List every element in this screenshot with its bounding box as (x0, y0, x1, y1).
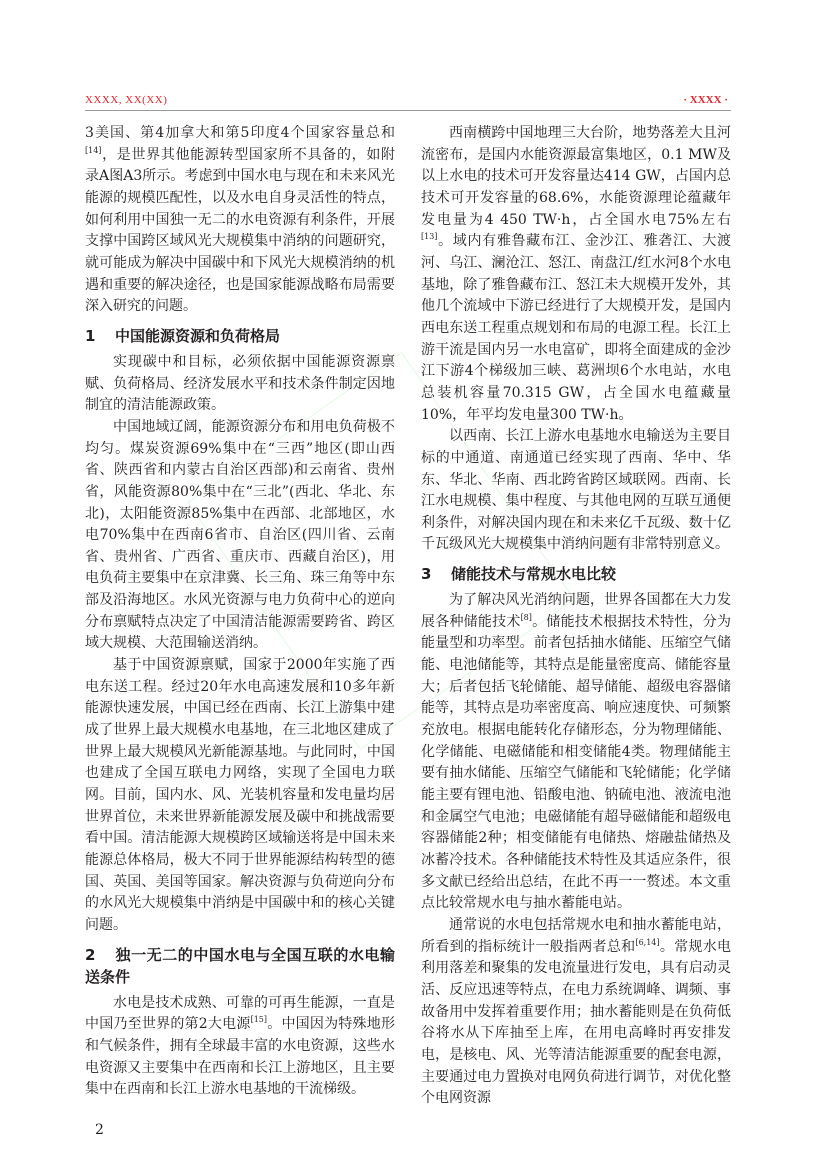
paragraph-text: 3美国、第4加拿大和第5印度4个国家容量总和 (85, 125, 395, 141)
citation[interactable]: [6,14] (635, 937, 660, 947)
paragraph: 实现碳中和目标，必须依据中国能源资源禀赋、负荷格局、经济发展水平和技术条件制定因地制宜的清洁能源政策。 (85, 353, 395, 414)
section-title: 储能技术与常规水电比较 (451, 565, 617, 584)
paragraph-text: 通常说的水电包括常规水电和抽水蓄能电站，所看到的指标统计一般指两者总和 (421, 916, 731, 955)
citation[interactable]: [13] (421, 232, 438, 242)
left-column (85, 123, 395, 1110)
paragraph: 基于中国资源禀赋，国家于2000年实施了西电东送工程。经过20年水电高速发展和10多年新能源快速发展，中国已经在西南、长江上游集中建成了世界上最大规模水电基地，在三北地区建成了世界上最大规模风光新能源基地。与此同时，中国也建成了全国互联电力网络，实现了全国电力联网。目前，国内水、风、光装机容量和发电量均居世界首位，未来世界新能源发展及碳中和挑战需要看中国。清洁能源大规模跨区域输送将是中国未来能源总体格局，极大不同于世界能源结构转型的德国、英国、美国等国家。解决资源与负荷逆向分布的水风光大规模集中消纳是中国碳中和的核心关键问题。 (85, 657, 395, 933)
citation[interactable]: [15] (250, 1015, 267, 1025)
section-number: 2 (85, 945, 96, 964)
paragraph (85, 993, 395, 1101)
citation[interactable]: [8] (520, 612, 532, 622)
section-number: 1 (85, 326, 96, 345)
running-header (85, 94, 731, 111)
right-column (421, 123, 731, 1110)
section-title: 中国能源资源和负荷格局 (115, 326, 281, 345)
paragraph-text: 西南横跨中国地理三大台阶，地势落差大且河流密布，是国内水能资源最富集地区，0.1 MW及以上水电的技术可开发容量达414 GW，占国内总技术可开发容量的68.6%，水能资源理论蕴藏年发电量为4 450 TW·h，占全国水电75%左右 (421, 125, 731, 228)
section-heading-1 (85, 325, 395, 347)
paragraph (421, 123, 731, 426)
paragraph (421, 915, 731, 1110)
paragraph-text: 。中国因为特殊地形和气候条件，拥有全球最丰富的水电资源，这些水电资源又主要集中在西南和长江上游地区，且主要集中在西南和长江上游水电基地的干流梯级。 (85, 1016, 395, 1098)
paragraph-text: 。常规水电利用落差和聚集的发电流量进行发电，具有启动灵活、反应迅速等特点，在电力系统调峰、调频、事故备用中发挥着重要作用；抽水蓄能则是在负荷低谷将水从下库抽至上库，在用电高峰时再安排发电，是核电、风、光等清洁能源重要的配套电源，主要通过电力置换对电网负荷进行调节，对优化整个电网资源 (421, 938, 731, 1107)
section-heading-3 (421, 563, 731, 585)
paragraph (85, 123, 395, 318)
journal-header: XXXX, XX(XX) (85, 94, 168, 106)
paragraph-text: 为了解决风光消纳问题，世界各国都在大力发展各种储能技术 (421, 592, 731, 630)
section-header: · XXXX · (683, 94, 728, 106)
paragraph: 以西南、长江上游水电基地水电输送为主要目标的中通道、南通道已经实现了西南、华中、华东、华北、华南、西北跨省跨区域联网。西南、长江水电规模、集中程度、与其他电网的互联互通便利条件，对解决国内现在和未来亿千瓦级、数十亿千瓦级风光大规模集中消纳问题有非常特别意义。 (421, 428, 731, 553)
paragraph-text: 水电是技术成熟、可靠的可再生能源，一直是中国乃至世界的第2大电源 (85, 994, 395, 1033)
section-heading-2 (85, 944, 395, 988)
citation[interactable]: [14] (85, 145, 102, 155)
paragraph (421, 590, 731, 915)
section-title: 独一无二的中国水电与全国互联的水电输送条件 (85, 945, 395, 986)
paragraph: 中国地域辽阔，能源资源分布和用电负荷极不均匀。煤炭资源69%集中在“三西”地区(即山西省、陕西省和内蒙古自治区西部)和云南省、贵州省，风能资源80%集中在“三北”(西北、华北、东北)，太阳能资源85%集中在西部、北部地区，水电70%集中在西南6省市、自治区(四川省、云南省、贵州省、广西省、重庆市、西藏自治区)，用电负荷主要集中在京津冀、长三角、珠三角等中东部及沿海地区。水风光资源与电力负荷中心的逆向分布禀赋特点决定了中国清洁能源需要跨省、跨区域大规模、大范围输送消纳。 (85, 418, 395, 652)
section-number: 3 (421, 565, 432, 584)
paragraph-text: ，是世界其他能源转型国家所不具备的，如附录A图A3所示。考虑到中国水电与现在和未来风光能源的规模匹配性，以及水电自身灵活性的特点，如何利用中国独一无二的水电资源有利条件，开展支撑中国跨区域风光大规模集中消纳的问题研究，就可能成为解决中国碳中和下风光大规模消纳的机遇和重要的解决途径，也是国家能源战略布局需要深入研究的问题。 (85, 146, 395, 315)
paragraph-text: 。域内有雅鲁藏布江、金沙江、雅砻江、大渡河、乌江、澜沧江、怒江、南盘江/红水河8个水电基地，除了雅鲁藏布江、怒江未大规模开发外，其他几个流域中下游已经进行了大规模开发，是国内西电东送工程重点规划和布局的电源工程。长江上游干流是国内另一水电富矿，即将全面建成的金沙江下游4个梯级加三峡、葛洲坝6个水电站，水电总装机容量70.315 GW，占全国水电蕴藏量10%，年平均发电量300 TW·h。 (421, 233, 731, 423)
paragraph-text: 。储能技术根据技术特性，分为能量型和功率型。前者包括抽水储能、压缩空气储能、电池储能等，其特点是能量密度高、储能容量大；后者包括飞轮储能、超导储能、超级电容器储能等，其特点是功率密度高、响应速度快、可频繁充放电。根据电能转化存储形态，分为物理储能、化学储能、电磁储能和相变储能4类。物理储能主要有抽水储能、压缩空气储能和飞轮储能；化学储能主要有锂电池、铅酸电池、钠硫电池、液流电池和金属空气电池；电磁储能有超导磁储能和超级电容器储能2种；相变储能有电储热、熔融盐储热及冰蓄冷技术。各种储能技术特性及其适应条件，很多文献已经给出总结，在此不再一一赘述。本文重点比较常规水电与抽水蓄能电站。 (421, 613, 732, 912)
columns (85, 123, 731, 1110)
page-number: 2 (95, 1121, 104, 1138)
